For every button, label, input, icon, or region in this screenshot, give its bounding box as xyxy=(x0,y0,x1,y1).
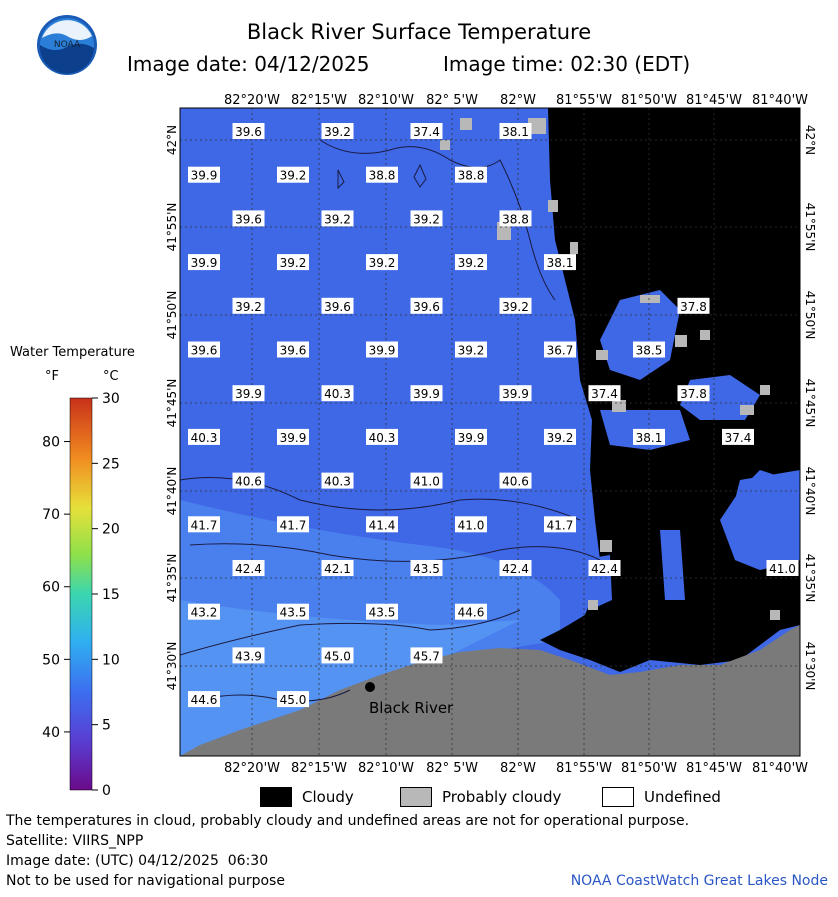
temperature-label xyxy=(589,560,621,576)
svg-text:39.2: 39.2 xyxy=(324,125,351,139)
svg-text:43.5: 43.5 xyxy=(413,562,440,576)
longitude-label: 82°15'W xyxy=(290,761,348,776)
colorbar-tick-c: 25 xyxy=(102,456,120,473)
svg-text:36.7: 36.7 xyxy=(546,343,574,358)
svg-text:43.9: 43.9 xyxy=(235,649,262,664)
temperature-label xyxy=(322,385,354,401)
svg-text:39.6: 39.6 xyxy=(413,299,440,314)
temperature-label xyxy=(544,516,576,532)
svg-text:39.9: 39.9 xyxy=(279,430,307,445)
latitude-labels-right xyxy=(803,125,817,691)
svg-text:42.1: 42.1 xyxy=(324,562,351,576)
latitude-label: 41°40'N xyxy=(165,466,179,516)
colorbar-tick-f: 50 xyxy=(42,652,60,669)
temperature-label xyxy=(455,254,487,270)
temperature-label xyxy=(233,647,265,663)
legend-undefined-label: Undefined xyxy=(644,788,721,806)
temperature-label xyxy=(455,429,487,445)
temperature-label xyxy=(277,167,309,183)
svg-text:39.6: 39.6 xyxy=(324,299,351,314)
temperature-label xyxy=(678,298,710,314)
svg-text:41.0: 41.0 xyxy=(413,474,440,489)
legend-probably-cloudy xyxy=(400,786,561,808)
temperature-label xyxy=(678,385,710,401)
svg-text:39.9: 39.9 xyxy=(235,387,262,402)
temperature-label xyxy=(500,385,532,401)
svg-text:39.9: 39.9 xyxy=(190,256,218,271)
svg-text:39.9: 39.9 xyxy=(502,387,529,402)
svg-text:37.4: 37.4 xyxy=(591,387,618,402)
longitude-label: 82°10'W xyxy=(357,93,415,108)
black-river-label: Black River xyxy=(369,699,454,717)
temperature-label xyxy=(277,429,309,445)
temperature-label xyxy=(188,516,220,532)
colorbar-title: Water Temperature xyxy=(10,345,135,360)
svg-text:38.8: 38.8 xyxy=(368,168,396,183)
colorbar-tick-c: 30 xyxy=(102,391,120,407)
temperature-label xyxy=(411,385,443,401)
colorbar-unit-f: °F xyxy=(45,369,59,384)
latitude-label: 41°30'N xyxy=(165,641,179,691)
svg-text:39.9: 39.9 xyxy=(457,430,485,445)
legend-cloudy-label: Cloudy xyxy=(302,788,354,806)
nav-warning: Not to be used for navigational purpose xyxy=(6,873,285,889)
temperature-label xyxy=(322,210,354,226)
page-title: Black River Surface Temperature xyxy=(246,20,592,44)
colorbar-unit-c: °C xyxy=(103,369,119,384)
temperature-label xyxy=(411,123,443,139)
svg-text:39.6: 39.6 xyxy=(279,343,307,358)
legend-undefined xyxy=(602,786,721,808)
temperature-label xyxy=(589,385,621,401)
temperature-label xyxy=(188,691,220,707)
temperature-label xyxy=(411,473,443,489)
latitude-label: 42°N xyxy=(165,124,179,156)
colorbar-tick-c: 20 xyxy=(102,521,120,538)
svg-text:41.7: 41.7 xyxy=(546,518,574,533)
temperature-label xyxy=(366,604,398,620)
latitude-label: 41°50'N xyxy=(803,290,817,340)
svg-text:39.2: 39.2 xyxy=(502,299,529,314)
temperature-label xyxy=(366,516,398,532)
svg-text:41.7: 41.7 xyxy=(279,518,307,533)
svg-text:37.4: 37.4 xyxy=(413,125,440,139)
svg-text:39.2: 39.2 xyxy=(279,256,307,271)
temperature-label xyxy=(322,647,354,663)
svg-text:38.5: 38.5 xyxy=(635,343,663,358)
longitude-label: 81°55'W xyxy=(555,761,613,776)
svg-text:43.2: 43.2 xyxy=(190,605,218,620)
svg-text:38.1: 38.1 xyxy=(502,125,529,139)
temperature-label xyxy=(500,560,532,576)
longitude-label: 82°15'W xyxy=(290,93,348,108)
temperature-label xyxy=(411,210,443,226)
temperature-label xyxy=(500,210,532,226)
temperature-label xyxy=(633,429,665,445)
svg-text:43.5: 43.5 xyxy=(279,605,307,620)
temperature-label xyxy=(277,516,309,532)
temperature-label xyxy=(411,647,443,663)
legend-cloudy xyxy=(260,786,354,808)
svg-text:40.6: 40.6 xyxy=(502,474,529,489)
probably-cloudy-swatch xyxy=(400,787,432,807)
latitude-label: 41°35'N xyxy=(803,553,817,603)
latitude-label: 42°N xyxy=(803,124,817,156)
temperature-label xyxy=(188,254,220,270)
longitude-label: 82° 5'W xyxy=(426,761,478,776)
longitude-label: 82°W xyxy=(500,93,536,108)
temperature-label xyxy=(277,342,309,358)
svg-text:39.2: 39.2 xyxy=(279,168,307,183)
temperature-label xyxy=(277,604,309,620)
temperature-label xyxy=(233,123,265,139)
latitude-label: 41°55'N xyxy=(803,202,817,252)
svg-text:40.3: 40.3 xyxy=(368,430,396,445)
longitude-label: 81°40'W xyxy=(751,761,809,776)
temperature-label xyxy=(500,473,532,489)
temperature-label xyxy=(322,473,354,489)
temperature-label xyxy=(188,429,220,445)
temperature-label xyxy=(633,342,665,358)
svg-text:38.1: 38.1 xyxy=(635,430,663,445)
colorbar-tick-f: 80 xyxy=(42,434,60,451)
temperature-label xyxy=(366,167,398,183)
longitude-label: 81°55'W xyxy=(555,93,613,108)
svg-text:39.9: 39.9 xyxy=(413,387,440,402)
svg-text:39.2: 39.2 xyxy=(457,256,485,271)
colorbar-tick-c: 5 xyxy=(102,717,111,734)
longitude-label: 81°40'W xyxy=(751,93,809,108)
temperature-label xyxy=(366,342,398,358)
colorbar-tick-f: 70 xyxy=(42,507,60,524)
svg-text:40.6: 40.6 xyxy=(235,474,262,489)
latitude-labels-left xyxy=(165,125,179,691)
svg-text:39.2: 39.2 xyxy=(546,430,574,445)
longitude-label: 81°50'W xyxy=(620,761,678,776)
longitude-label: 82°W xyxy=(500,761,536,776)
latitude-label: 41°50'N xyxy=(165,290,179,340)
temperature-label xyxy=(767,560,799,576)
svg-text:37.8: 37.8 xyxy=(680,299,707,314)
temperature-label xyxy=(322,298,354,314)
disclaimer: The temperatures in cloud, probably cloudy and undefined areas are not for operational purpose. xyxy=(6,813,690,829)
longitude-label: 82°20'W xyxy=(223,93,281,108)
colorbar-tick-c: 0 xyxy=(102,783,111,799)
temperature-label xyxy=(277,254,309,270)
legend-probably-cloudy-label: Probably cloudy xyxy=(442,788,562,806)
temperature-label xyxy=(366,429,398,445)
svg-text:39.6: 39.6 xyxy=(235,125,262,139)
latitude-label: 41°40'N xyxy=(803,466,817,516)
svg-text:42.4: 42.4 xyxy=(235,562,262,576)
svg-text:44.6: 44.6 xyxy=(190,693,218,708)
temperature-label xyxy=(277,691,309,707)
temperature-label xyxy=(188,604,220,620)
temperature-label xyxy=(455,604,487,620)
svg-text:44.6: 44.6 xyxy=(457,605,485,620)
temperature-label xyxy=(722,429,754,445)
temperature-label xyxy=(233,298,265,314)
svg-text:39.9: 39.9 xyxy=(368,343,396,358)
temperature-label xyxy=(233,473,265,489)
svg-text:37.4: 37.4 xyxy=(724,430,752,445)
svg-text:41.0: 41.0 xyxy=(769,562,796,576)
satellite-info: Satellite: VIIRS_NPP xyxy=(6,833,144,849)
svg-text:39.2: 39.2 xyxy=(413,212,440,227)
temperature-label xyxy=(233,385,265,401)
svg-text:41.0: 41.0 xyxy=(457,518,485,533)
temperature-label xyxy=(233,210,265,226)
latitude-label: 41°55'N xyxy=(165,202,179,252)
longitude-labels-top xyxy=(224,93,808,108)
black-river-marker-icon xyxy=(365,682,375,692)
latitude-label: 41°45'N xyxy=(165,378,179,428)
svg-text:38.1: 38.1 xyxy=(546,256,574,271)
temperature-label xyxy=(544,342,576,358)
colorbar-tick-f: 60 xyxy=(42,579,60,596)
longitude-label: 82° 5'W xyxy=(426,93,478,108)
longitude-label: 81°45'W xyxy=(685,761,743,776)
longitude-label: 81°45'W xyxy=(685,93,743,108)
temperature-label xyxy=(455,342,487,358)
svg-text:39.9: 39.9 xyxy=(190,168,218,183)
latitude-label: 41°35'N xyxy=(165,553,179,603)
credit-link[interactable]: NOAA CoastWatch Great Lakes Node xyxy=(570,873,828,889)
svg-text:45.0: 45.0 xyxy=(279,693,307,708)
temperature-label xyxy=(500,298,532,314)
longitude-label: 82°20'W xyxy=(223,761,281,776)
longitude-label: 82°10'W xyxy=(357,761,415,776)
temperature-label xyxy=(411,298,443,314)
utc-date: Image date: (UTC) 04/12/2025 06:30 xyxy=(6,853,269,869)
svg-text:40.3: 40.3 xyxy=(190,430,218,445)
svg-text:40.3: 40.3 xyxy=(324,474,351,489)
image-date: Image date: 04/12/2025 xyxy=(127,52,370,76)
temperature-label xyxy=(233,560,265,576)
temperature-label xyxy=(544,254,576,270)
latitude-label: 41°45'N xyxy=(803,378,817,428)
svg-text:38.8: 38.8 xyxy=(502,212,529,227)
colorbar-tick-c: 15 xyxy=(102,587,120,603)
svg-text:42.4: 42.4 xyxy=(502,562,529,576)
temperature-label xyxy=(411,560,443,576)
temperature-label xyxy=(366,254,398,270)
svg-text:43.5: 43.5 xyxy=(368,605,396,620)
cloudy-swatch xyxy=(260,787,292,807)
svg-text:39.2: 39.2 xyxy=(457,343,485,358)
svg-text:41.4: 41.4 xyxy=(368,518,396,533)
temperature-label xyxy=(500,123,532,139)
svg-text:37.8: 37.8 xyxy=(680,387,707,402)
image-time: Image time: 02:30 (EDT) xyxy=(443,52,691,76)
undefined-swatch xyxy=(602,787,634,807)
svg-text:40.3: 40.3 xyxy=(324,387,351,402)
temperature-label xyxy=(322,560,354,576)
svg-text:41.7: 41.7 xyxy=(190,518,218,533)
clear-patch xyxy=(730,470,800,570)
colorbar xyxy=(0,390,150,810)
temperature-label xyxy=(544,429,576,445)
temperature-label xyxy=(455,516,487,532)
temperature-label xyxy=(188,342,220,358)
svg-text:42.4: 42.4 xyxy=(591,562,618,576)
colorbar-tick-f: 40 xyxy=(42,724,60,741)
temperature-label xyxy=(188,167,220,183)
svg-text:39.6: 39.6 xyxy=(235,212,262,227)
temperature-label xyxy=(455,167,487,183)
svg-text:39.6: 39.6 xyxy=(190,343,218,358)
svg-text:45.7: 45.7 xyxy=(413,649,440,664)
svg-text:39.2: 39.2 xyxy=(368,256,396,271)
temperature-label xyxy=(322,123,354,139)
longitude-labels-bottom xyxy=(224,761,808,776)
svg-text:39.2: 39.2 xyxy=(324,212,351,227)
latitude-label: 41°30'N xyxy=(803,641,817,691)
logo-text: NOAA xyxy=(53,40,81,50)
colorbar-tick-c: 10 xyxy=(102,652,120,669)
svg-text:45.0: 45.0 xyxy=(324,649,351,664)
svg-text:38.8: 38.8 xyxy=(457,168,485,183)
longitude-label: 81°50'W xyxy=(620,93,678,108)
svg-text:39.2: 39.2 xyxy=(235,299,262,314)
